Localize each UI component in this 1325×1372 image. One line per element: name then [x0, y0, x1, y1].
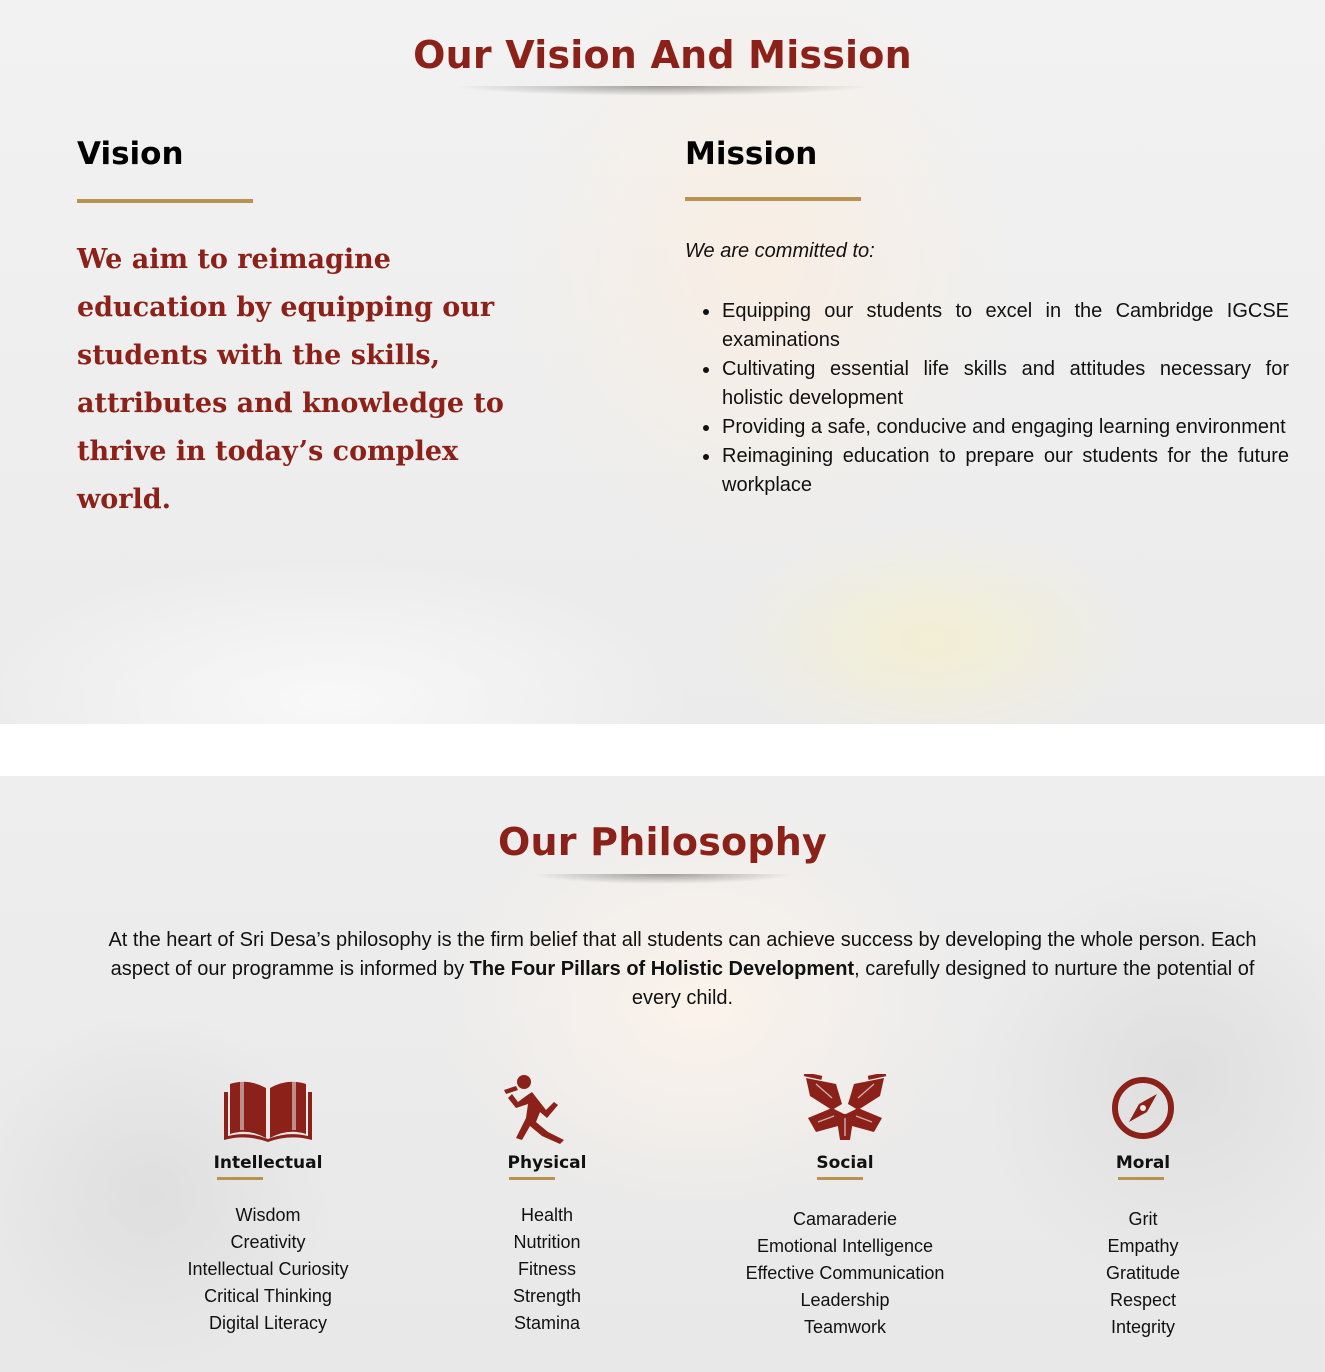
list-item: Cultivating essential life skills and attitudes necessary for holistic development [722, 355, 1289, 413]
pillar-title-intellectual: Intellectual [213, 1153, 323, 1173]
pillar-underline [509, 1177, 555, 1180]
pillar-list-social [715, 1206, 975, 1341]
pillar-list-intellectual [148, 1202, 388, 1337]
list-item: Empathy [1107, 1236, 1179, 1256]
pillar-underline [817, 1177, 863, 1180]
list-item: Creativity [230, 1232, 306, 1252]
pillar-list-moral [1063, 1206, 1223, 1341]
mission-list [722, 297, 1289, 500]
mission-heading: Mission [685, 136, 818, 172]
list-item: Teamwork [803, 1317, 887, 1337]
vision-statement: We aim to reimagine education by equipping our students with the skills, attributes and knowledge to thrive in today’s complex world. [77, 244, 504, 515]
list-item: Nutrition [513, 1232, 581, 1252]
vision-underline [77, 199, 253, 203]
vision-heading: Vision [77, 136, 184, 172]
bullet-icon [703, 367, 709, 373]
four-pillars-emphasis: The Four Pillars of Holistic Development [469, 958, 855, 980]
list-item: Stamina [513, 1313, 581, 1333]
list-item: Fitness [517, 1259, 577, 1279]
vision-mission-title: Our Vision And Mission [413, 33, 912, 77]
section-gap [0, 724, 1325, 776]
philosophy-section [0, 776, 1325, 1372]
title-shadow-divider [530, 874, 795, 884]
book-icon [224, 1072, 312, 1147]
list-item: Gratitude [1105, 1263, 1181, 1283]
title-shadow-divider [452, 86, 872, 96]
pillar-list-physical [467, 1202, 627, 1337]
list-item: Effective Communication [745, 1263, 945, 1283]
list-item: Camaraderie [792, 1209, 898, 1229]
running-person-icon [502, 1072, 572, 1149]
bullet-icon [703, 309, 709, 315]
list-item: Equipping our students to excel in the Cambridge IGCSE examinations [722, 297, 1289, 355]
list-item: Health [520, 1205, 574, 1225]
pillar-title-social: Social [816, 1153, 874, 1173]
list-item: Critical Thinking [204, 1286, 332, 1306]
hands-together-icon [802, 1074, 888, 1147]
list-item: Leadership [800, 1290, 890, 1310]
list-item: Strength [512, 1286, 582, 1306]
philosophy-intro: At the heart of Sri Desa’s philosophy is the firm belief that all students can achieve success by developing the whole person. Each aspect of our programme is informed by The Four Pillars of Holistic Development, carefully designed to nurture the potential of every child. [108, 929, 1257, 1009]
compass-icon [1111, 1076, 1175, 1145]
list-item: Wisdom [235, 1205, 301, 1225]
mission-underline [685, 197, 861, 201]
list-item: Intellectual Curiosity [187, 1259, 349, 1279]
list-item: Respect [1109, 1290, 1177, 1310]
pillar-title-moral: Moral [1115, 1153, 1171, 1173]
list-item: Emotional Intelligence [756, 1236, 934, 1256]
philosophy-title: Our Philosophy [498, 820, 827, 864]
bullet-icon [703, 425, 709, 431]
list-item: Providing a safe, conducive and engaging learning environment [722, 413, 1289, 442]
pillar-title-physical: Physical [507, 1153, 587, 1173]
list-item: Integrity [1110, 1317, 1176, 1337]
bullet-icon [703, 454, 709, 460]
list-item: Digital Literacy [208, 1313, 328, 1333]
list-item: Reimagining education to prepare our students for the future workplace [722, 442, 1289, 500]
pillar-underline [217, 1177, 263, 1180]
list-item: Grit [1128, 1209, 1158, 1229]
pillar-underline [1118, 1177, 1164, 1180]
mission-intro: We are committed to: [685, 240, 875, 262]
